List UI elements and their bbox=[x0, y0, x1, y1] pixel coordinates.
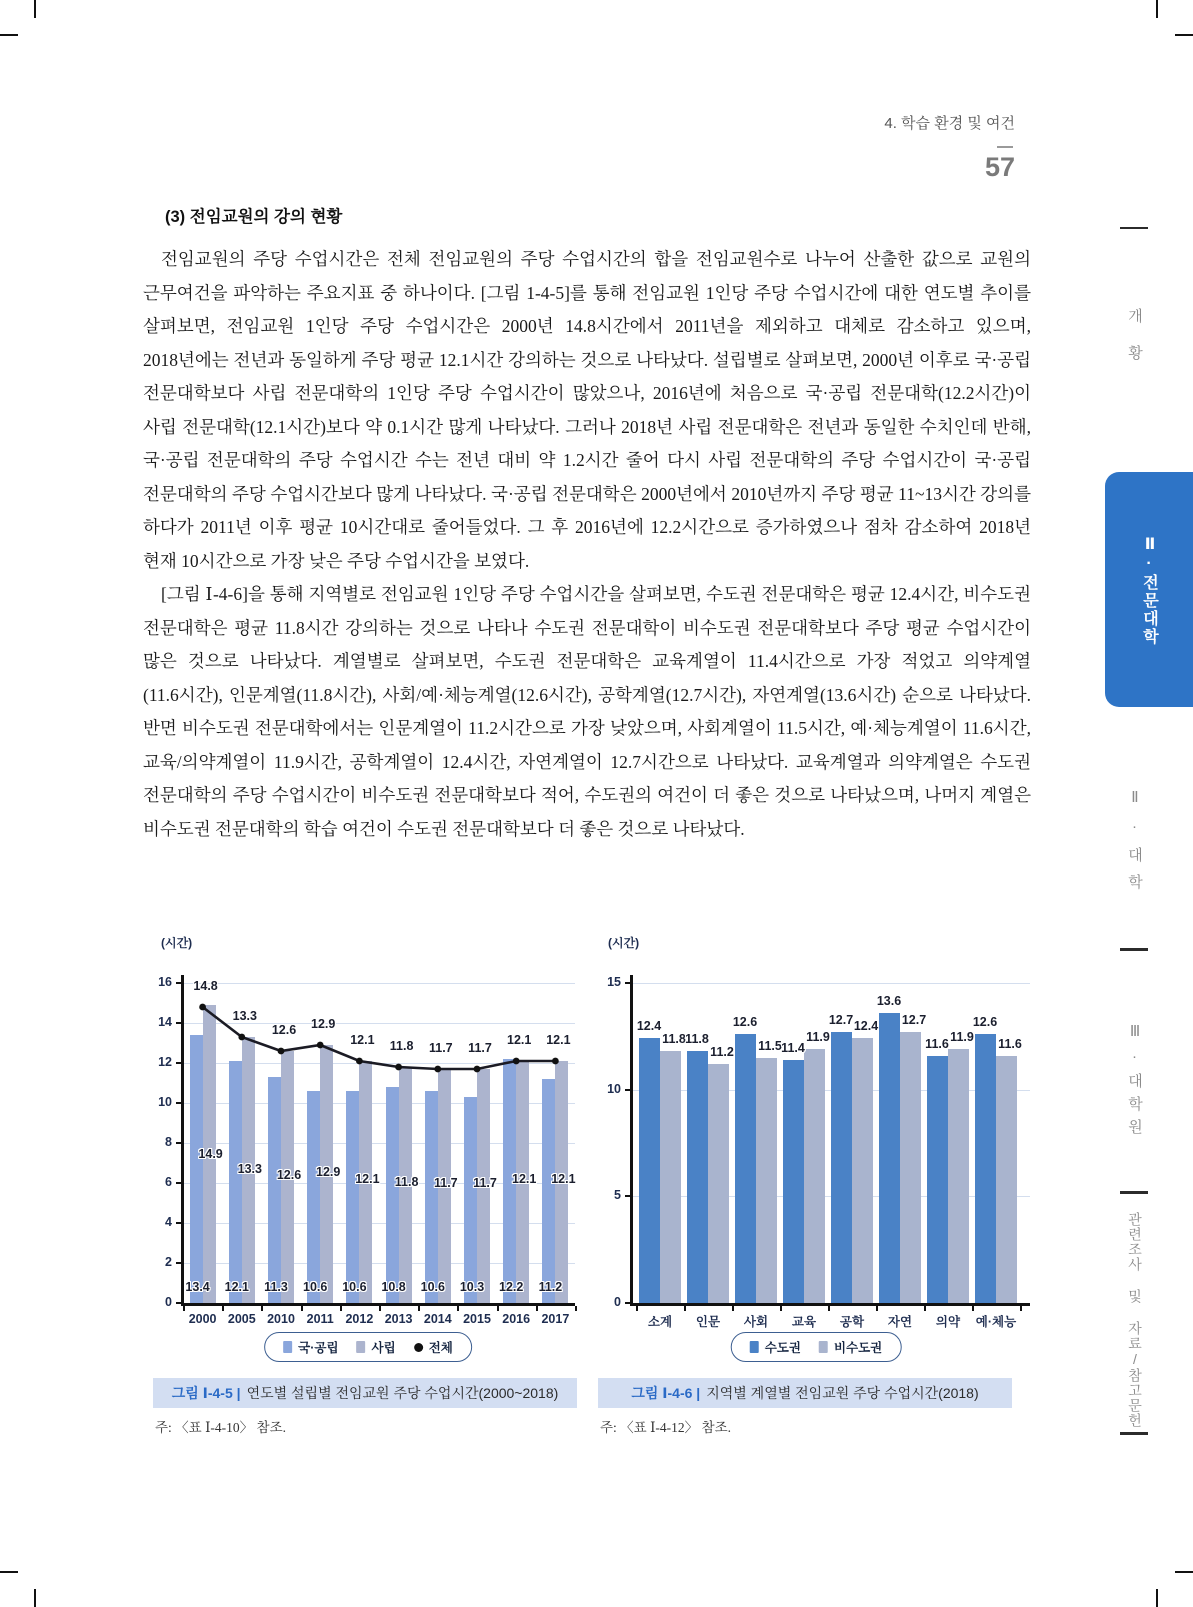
bar-metro bbox=[735, 1034, 756, 1303]
body-text bbox=[143, 243, 1031, 846]
national-public-value-label: 12.1 bbox=[224, 1280, 249, 1294]
paragraph: 전임교원의 주당 수업시간은 전체 전임교원의 주당 수업시간의 합을 전임교원수로 나누어 산출한 값으로 교원의 근무여건을 파악하는 주요지표 중 하나이다. [그림 1-4-5]를 통해 전임교원 1인당 주당 수업시간에 대한 연도별 추이를 살펴보면, 전임교원 1인당 주당 수업시간은 2000년 14.8시간에서 2011년을 제외하고 대체로 감소하고 있으며, 2018년에는 전년과 동일하게 주당 평균 12.1시간 강의하는 것으로 나타났다. 설립별로 살펴보면, 2000년 이후로 국·공립 전문대학보다 사립 전문대학의 1인당 주당 수업시간이 많았으나, 2016년에 처음으로 국·공립 전문대학(12.2시간)이 사립 전문대학(12.1시간)보다 약 0.1시간 많게 나타났다. 그러나 2018년 사립 전문대학은 전년과 동일한 수치인데 반해, 국·공립 전문대학의 주당 수업시간 수는 전년 대비 약 1.2시간 줄어 다시 사립 전문대학의 주당 수업시간이 국·공립 전문대학의 주당 수업시간보다 많게 나타났다. 국·공립 전문대학은 2000년에서 2010년까지 주당 평균 11~13시간 강의를 하다가 2011년 이후 평균 10시간대로 줄어들었다. 그 후 2016년에 12.2시간으로 증가하였으나 점차 감소하여 2018년 현재 10시간으로 가장 낮은 주당 수업시간을 보였다. bbox=[143, 249, 1031, 571]
total-value-label: 12.6 bbox=[271, 1023, 297, 1037]
legend-item bbox=[750, 1338, 801, 1356]
figure-1-4-6-note: 주: 〈표 Ⅰ-4-12〉 참조. bbox=[600, 1420, 731, 1435]
x-axis-tick bbox=[876, 1306, 878, 1311]
legend-item bbox=[414, 1338, 453, 1356]
legend-label: 전체 bbox=[428, 1341, 453, 1355]
total-value-label: 13.3 bbox=[232, 1009, 257, 1023]
x-axis-tick bbox=[301, 1306, 303, 1311]
bar-national-public bbox=[425, 1091, 438, 1303]
metro-value-label: 11.4 bbox=[781, 1040, 805, 1055]
crop-mark-bottom-left-v bbox=[34, 1589, 36, 1607]
x-category-label: 2014 bbox=[423, 1312, 452, 1326]
y-tick-label: 8 bbox=[165, 1135, 172, 1149]
y-tick-label: 6 bbox=[165, 1175, 172, 1189]
x-axis-tick bbox=[684, 1306, 686, 1311]
gridline bbox=[632, 983, 1030, 984]
x-axis-tick bbox=[457, 1306, 459, 1311]
x-category-label: 교육 bbox=[791, 1315, 817, 1329]
figure-1-4-6-legend bbox=[731, 1332, 902, 1362]
crop-mark-bottom-right-v bbox=[1156, 1589, 1158, 1607]
total-value-label: 14.8 bbox=[193, 979, 218, 993]
section-heading: (3) 전임교원의 강의 현황 bbox=[165, 208, 343, 226]
metro-value-label: 13.6 bbox=[876, 993, 902, 1008]
private-value-label: 12.1 bbox=[355, 1172, 380, 1187]
figure-caption-label: 그림 Ⅰ-4-6 | bbox=[631, 1385, 701, 1401]
private-swatch-icon bbox=[357, 1341, 366, 1353]
private-value-label: 11.8 bbox=[394, 1175, 419, 1190]
x-axis-tick bbox=[575, 1306, 577, 1311]
legend-label: 국·공립 bbox=[298, 1341, 339, 1355]
metro-value-label: 12.4 bbox=[636, 1019, 662, 1034]
crop-mark-top-left-v bbox=[34, 0, 36, 18]
x-category-label: 예·체능 bbox=[975, 1315, 1017, 1329]
crop-mark-bottom-left-h bbox=[0, 1571, 18, 1573]
total-dot-icon bbox=[414, 1343, 423, 1352]
non-metro-value-label: 11.9 bbox=[806, 1030, 830, 1045]
private-value-label: 13.3 bbox=[237, 1161, 262, 1176]
figure-1-4-5-chart bbox=[153, 932, 583, 1355]
total-value-label: 11.7 bbox=[468, 1041, 492, 1055]
bar-non-metro bbox=[996, 1056, 1017, 1303]
y-tick-label: 10 bbox=[158, 1095, 172, 1109]
non-metro-value-label: 12.7 bbox=[901, 1013, 927, 1028]
y-tick-label: 16 bbox=[158, 975, 172, 989]
non-metro-value-label: 12.4 bbox=[853, 1019, 879, 1034]
bar-metro bbox=[927, 1056, 948, 1303]
x-category-label: 2015 bbox=[463, 1312, 491, 1326]
bar-non-metro bbox=[804, 1049, 825, 1303]
bar-national-public bbox=[268, 1077, 281, 1303]
x-axis-tick bbox=[261, 1306, 263, 1311]
national-public-value-label: 10.3 bbox=[459, 1280, 485, 1294]
x-axis-tick bbox=[1020, 1306, 1022, 1311]
crop-mark-bottom-right-h bbox=[1175, 1571, 1193, 1573]
y-tick-label: 15 bbox=[607, 975, 621, 989]
private-value-label: 12.9 bbox=[316, 1165, 341, 1180]
sidebar-item-university[interactable]: Ⅱ·대학 bbox=[1126, 788, 1143, 901]
private-value-label: 14.9 bbox=[198, 1147, 223, 1162]
y-tick-label: 10 bbox=[607, 1081, 621, 1096]
x-category-label: 2013 bbox=[384, 1312, 413, 1326]
non-metro-value-label: 11.5 bbox=[758, 1038, 782, 1053]
bar-national-public bbox=[190, 1035, 203, 1303]
y-tick-label: 5 bbox=[614, 1188, 621, 1203]
x-axis-tick bbox=[379, 1306, 381, 1311]
x-category-label: 2000 bbox=[188, 1312, 217, 1326]
sidebar-item-graduate-school[interactable]: Ⅲ·대학원 bbox=[1126, 1022, 1143, 1142]
figure-1-4-5-legend bbox=[264, 1332, 472, 1362]
national-public-swatch-icon bbox=[283, 1341, 292, 1353]
x-axis-tick bbox=[780, 1306, 782, 1311]
y-tick-label: 14 bbox=[158, 1015, 172, 1029]
total-value-label: 12.1 bbox=[507, 1033, 532, 1047]
bar-national-public bbox=[386, 1087, 399, 1303]
metro-value-label: 12.6 bbox=[732, 1015, 758, 1030]
x-category-label: 공학 bbox=[839, 1315, 865, 1329]
bar-metro bbox=[687, 1051, 708, 1303]
national-public-value-label: 11.2 bbox=[538, 1280, 563, 1294]
metro-value-label: 12.6 bbox=[972, 1015, 998, 1030]
national-public-value-label: 10.6 bbox=[420, 1280, 445, 1294]
y-tick-label: 0 bbox=[165, 1295, 172, 1309]
figure-1-4-5-note: 주: 〈표 Ⅰ-4-10〉 참조. bbox=[155, 1420, 286, 1435]
x-axis-tick bbox=[924, 1306, 926, 1311]
national-public-value-label: 12.2 bbox=[499, 1280, 524, 1294]
sidebar-tab-junior-college-active[interactable] bbox=[1105, 472, 1193, 707]
running-header: 4. 학습 환경 및 여건 bbox=[884, 115, 1015, 132]
page-number: 57 bbox=[984, 152, 1015, 182]
bar-non-metro bbox=[660, 1051, 681, 1303]
x-category-label: 2005 bbox=[227, 1312, 256, 1326]
x-category-label: 인문 bbox=[695, 1315, 721, 1329]
x-axis-tick bbox=[183, 1306, 185, 1311]
non-metro-value-label: 11.9 bbox=[950, 1030, 974, 1045]
x-category-label: 소계 bbox=[647, 1315, 673, 1329]
sidebar-divider bbox=[1120, 948, 1148, 951]
y-axis-unit: (시간) bbox=[161, 936, 193, 950]
bar-metro bbox=[975, 1034, 996, 1303]
x-axis-tick bbox=[536, 1306, 538, 1311]
non-metro-value-label: 11.6 bbox=[998, 1036, 1022, 1051]
x-category-label: 2012 bbox=[345, 1312, 374, 1326]
national-public-value-label: 10.8 bbox=[381, 1280, 406, 1294]
bar-non-metro bbox=[708, 1064, 729, 1303]
x-axis-tick bbox=[636, 1306, 638, 1311]
y-tick-label: 2 bbox=[165, 1255, 172, 1269]
non-metro-value-label: 11.8 bbox=[662, 1032, 686, 1047]
gridline bbox=[183, 1023, 575, 1024]
private-value-label: 11.7 bbox=[473, 1176, 497, 1190]
legend-label: 수도권 bbox=[764, 1341, 801, 1355]
metro-swatch-icon bbox=[750, 1341, 759, 1353]
private-value-label: 12.1 bbox=[512, 1172, 537, 1187]
sidebar-item-related-surveys[interactable]: 관련조사 및 자료/참고문헌 bbox=[1127, 1212, 1143, 1428]
bar-national-public bbox=[464, 1097, 477, 1303]
bar-metro bbox=[783, 1060, 804, 1303]
total-value-label: 12.1 bbox=[546, 1033, 571, 1047]
x-category-label: 의약 bbox=[935, 1315, 961, 1329]
x-category-label: 2017 bbox=[541, 1312, 570, 1326]
bar-non-metro bbox=[852, 1038, 873, 1303]
figure-1-4-6-chart bbox=[598, 932, 1034, 1355]
metro-value-label: 11.6 bbox=[925, 1036, 949, 1051]
paragraph: [그림 Ⅰ-4-6]을 통해 지역별로 전임교원 1인당 주당 수업시간을 살펴보면, 수도권 전문대학은 평균 12.4시간, 비수도권 전문대학은 평균 11.8시간 강의하는 것으로 나타나 수도권 전문대학이 비수도권 전문대학보다 주당 평균 수업시간이 많은 것으로 나타났다. 계열별로 살펴보면, 수도권 전문대학은 교육계열이 11.4시간으로 가장 적었고 의약계열(11.6시간), 인문계열(11.8시간), 사회/예·체능계열(12.6시간), 공학계열(12.7시간), 자연계열(13.6시간) 순으로 나타났다. 반면 비수도권 전문대학에서는 인문계열이 11.2시간으로 가장 낮았으며, 사회계열이 11.5시간, 예·체능계열이 11.6시간, 교육/의약계열이 11.9시간, 공학계열이 12.4시간, 자연계열이 12.7시간으로 나타났다. 교육계열과 의약계열은 수도권 전문대학의 주당 수업시간이 비수도권 전문대학보다 적어, 수도권의 여건이 더 좋은 것으로 나타났으며, 나머지 계열은 비수도권 전문대학의 학습 여건이 수도권 전문대학보다 더 좋은 것으로 나타났다. bbox=[143, 584, 1031, 839]
bar-metro bbox=[831, 1032, 852, 1303]
legend-item bbox=[283, 1338, 338, 1356]
x-category-label: 2016 bbox=[502, 1312, 531, 1326]
x-axis-tick bbox=[418, 1306, 420, 1311]
metro-value-label: 12.7 bbox=[828, 1013, 854, 1028]
figure-caption-label: 그림 Ⅰ-4-5 | bbox=[171, 1385, 241, 1401]
national-public-value-label: 10.6 bbox=[303, 1280, 328, 1294]
bar-national-public bbox=[229, 1061, 242, 1303]
non-metro-swatch-icon bbox=[819, 1341, 828, 1353]
bar-metro bbox=[879, 1013, 900, 1303]
y-tick-label: 0 bbox=[614, 1295, 621, 1309]
bar-non-metro bbox=[948, 1049, 969, 1303]
x-axis bbox=[181, 1303, 575, 1306]
bar-national-public bbox=[307, 1091, 320, 1303]
y-tick-label: 12 bbox=[158, 1055, 172, 1069]
total-value-label: 12.9 bbox=[311, 1017, 336, 1031]
y-axis bbox=[181, 975, 184, 1303]
private-value-label: 11.7 bbox=[433, 1176, 458, 1190]
figure-1-4-6-caption bbox=[598, 1378, 1012, 1408]
legend-label: 비수도권 bbox=[833, 1341, 883, 1355]
bar-non-metro bbox=[756, 1058, 777, 1303]
x-axis bbox=[630, 1303, 1030, 1306]
figure-caption-title: 연도별 설립별 전임교원 주당 수업시간(2000~2018) bbox=[246, 1385, 559, 1401]
bar-national-public bbox=[346, 1091, 359, 1303]
sidebar-divider bbox=[1120, 1432, 1148, 1435]
total-value-label: 11.7 bbox=[428, 1041, 453, 1055]
gridline bbox=[183, 983, 575, 984]
private-value-label: 12.6 bbox=[276, 1167, 302, 1182]
sidebar-divider bbox=[1120, 227, 1148, 229]
header-divider bbox=[997, 146, 1013, 148]
x-category-label: 자연 bbox=[887, 1315, 913, 1329]
national-public-value-label: 10.6 bbox=[342, 1280, 367, 1294]
sidebar-divider bbox=[1120, 1191, 1148, 1194]
x-axis-tick bbox=[497, 1306, 499, 1311]
x-axis-tick bbox=[972, 1306, 974, 1311]
legend-item bbox=[819, 1338, 882, 1356]
bar-non-metro bbox=[900, 1032, 921, 1303]
private-value-label: 12.1 bbox=[551, 1172, 576, 1187]
non-metro-value-label: 11.2 bbox=[710, 1045, 734, 1060]
crop-mark-top-left-h bbox=[0, 34, 18, 36]
figure-caption-title: 지역별 계열별 전임교원 주당 수업시간(2018) bbox=[706, 1385, 979, 1401]
figure-1-4-5-caption bbox=[153, 1378, 577, 1408]
y-tick-label: 4 bbox=[165, 1215, 172, 1229]
bar-national-public bbox=[542, 1079, 555, 1303]
legend-item bbox=[357, 1338, 396, 1356]
total-value-label: 12.1 bbox=[350, 1033, 375, 1047]
y-axis-unit: (시간) bbox=[608, 936, 640, 950]
national-public-value-label: 11.3 bbox=[264, 1280, 288, 1294]
x-axis-tick bbox=[222, 1306, 224, 1311]
x-category-label: 2011 bbox=[306, 1312, 334, 1326]
bar-metro bbox=[639, 1038, 660, 1303]
x-category-label: 2010 bbox=[267, 1312, 295, 1326]
x-axis-tick bbox=[340, 1306, 342, 1311]
total-value-label: 11.8 bbox=[389, 1039, 414, 1053]
x-axis-tick bbox=[828, 1306, 830, 1311]
crop-mark-top-right-h bbox=[1175, 34, 1193, 36]
sidebar-item-overview[interactable]: 개황 bbox=[1126, 308, 1143, 382]
metro-value-label: 11.8 bbox=[685, 1032, 709, 1047]
x-axis-tick bbox=[732, 1306, 734, 1311]
y-axis bbox=[630, 975, 633, 1303]
national-public-value-label: 13.4 bbox=[185, 1280, 210, 1294]
sidebar-tab-label: Ⅱ·전문대학 bbox=[1140, 533, 1158, 646]
x-category-label: 사회 bbox=[743, 1315, 769, 1329]
crop-mark-top-right-v bbox=[1156, 0, 1158, 18]
legend-label: 사립 bbox=[371, 1341, 396, 1355]
